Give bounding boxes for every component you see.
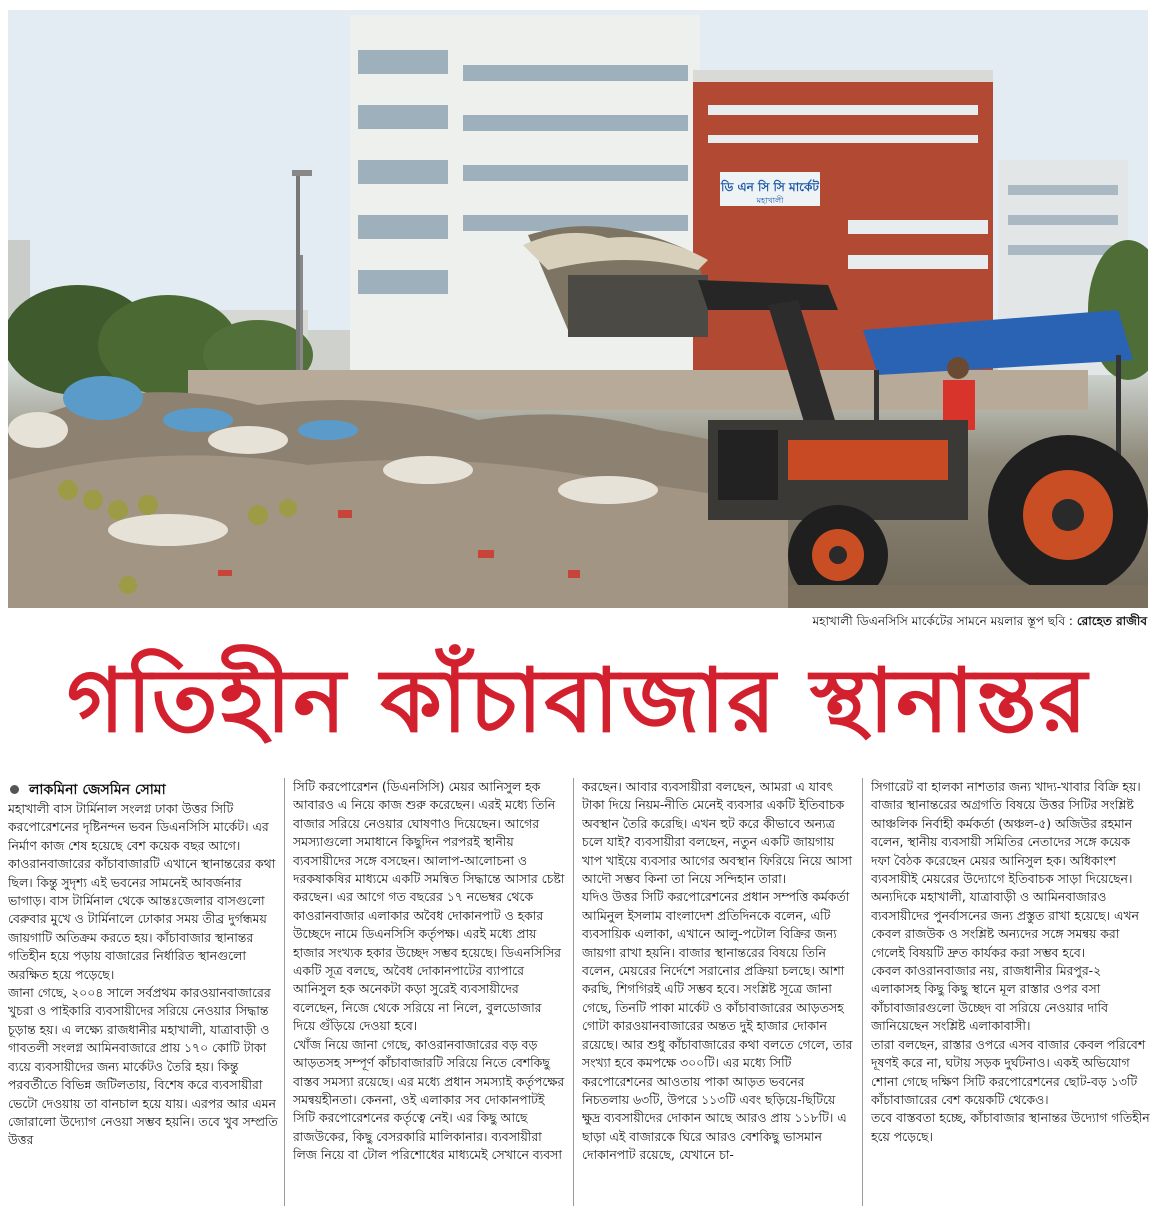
photo-caption: [812, 613, 1147, 633]
paragraph: করছেন। আবার ব্যবসায়ীরা বলছেন, আমরা এ যাবৎ টাকা দিয়ে নিয়ম-নীতি মেনেই ব্যবসার একটি ইতিবাচক অবস্থান তৈরি করেছি। এখন হুট করে কীভাবে অন্যত্র চলে যাই? ব্যবসায়ীরা বলছেন, নতুন একটি জায়গায় খাপ খাইয়ে ব্যবসার আগের অবস্থান ফিরিয়ে নিয়ে আসা আদৌ সম্ভব কিনা তা নিয়ে সন্দিহান তারা।: [582, 779, 853, 887]
byline: [8, 778, 278, 802]
paragraph: সিগারেট বা হালকা নাশতার জন্য খাদ্য-খাবার বিক্রি হয়। বাজার স্থানান্তরের অগ্রগতি বিষয়ে উত্তর সিটির সংশ্লিষ্ট আঞ্চলিক নির্বাহী কর্মকর্তা (অঞ্চল-৫) অজিউর রহমান বলেন, স্থানীয় ব্যবসায়ী সমিতির নেতাদের সঙ্গে কয়েক দফা বৈঠক করেছেন মেয়র আনিসুল হক। অধিকাংশ ব্যবসায়ীই মেয়রের উদ্যোগে ইতিবাচক সাড়া দিয়েছেন। অন্যদিকে মহাখালী, যাত্রাবাড়ী ও আমিনবাজারও ব্যবসায়ীদের পুনর্বাসনের জন্য প্রস্তুত রাখা হয়েছে। এখন কেবল রাজউক ও সংশ্লিষ্ট অন্যদের সঙ্গে সমন্বয় করা গেলেই বিষয়টি দ্রুত কার্যকর করা সম্ভব হবে।: [871, 779, 1141, 960]
article-column-1: [8, 800, 280, 1210]
column-divider: [284, 778, 285, 1206]
headline: গতিহীন কাঁচাবাজার স্থানান্তর: [66, 649, 1090, 752]
paragraph: সিটি করপোরেশন (ডিএনসিসি) মেয়র আনিসুল হক আবারও এ নিয়ে কাজ শুরু করেছেন। এরই মধ্যে তিনি বাজার সরিয়ে নেওয়ার ঘোষণাও দিয়েছেন। আগের সমস্যাগুলো সমাধানে কিছুদিন পরপরই স্থানীয় ব্যবসায়ীদের সঙ্গে বসছেন। আলাপ-আলোচনা ও দরকষাকষির মাধ্যমে একটি সমন্বিত সিদ্ধান্তে আসার চেষ্টা করছেন। এর আগে গত বছরের ১৭ নভেম্বর থেকে কাওরানবাজার এলাকার অবৈধ দোকানপাট ও হকার উচ্ছেদে নামে ডিএনসিসি কর্তৃপক্ষ। এরই মধ্যে প্রায় হাজার সংখ্যক হকার উচ্ছেদ সম্ভব হয়েছে। ডিএনসিসির একটি সূত্র বলছে, অবৈধ দোকানপাটের ব্যাপারে আনিসুল হক অনেকটা কড়া সুরেই ব্যবসায়ীদের বলেছেন, নিজে থেকে সরিয়ে না নিলে, বুলডোজার দিয়ে গুঁড়িয়ে দেওয়া হবে।: [293, 779, 565, 1034]
article-column-3: [582, 778, 854, 1210]
caption-text: মহাখালী ডিএনসিসি মার্কেটের সামনে ময়লার স্তূপ ছবি :: [812, 614, 1073, 628]
market-sign-sub: মহাখালী: [756, 196, 784, 205]
photo-illustration: [8, 10, 1148, 608]
article-column-4: [871, 778, 1151, 1210]
paragraph: জানা গেছে, ২০০৪ সালে সর্বপ্রথম কারওয়ানবাজারের খুচরা ও পাইকারি ব্যবসায়ীদের সরিয়ে নেওয়ার সিদ্ধান্ত চূড়ান্ত হয়। এ লক্ষ্যে রাজধানীর মহাখালী, যাত্রাবাড়ী ও গাবতলী সংলগ্ন আমিনবাজারে প্রায় ১৭০ কোটি টাকা ব্যয়ে ব্যবসায়ীদের জন্য মার্কেটও তৈরি হয়। কিন্তু পরবর্তীতে বিভিন্ন জটিলতায়, বিশেষ করে ব্যবসায়ীরা ভেটো দেওয়ায় তা বানচাল হয়ে যায়। এরপর আর এমন জোরালো উদ্যোগ নেওয়া সম্ভব হয়নি। তবে খুব সম্প্রতি উত্তর: [8, 985, 278, 1148]
paragraph: তারা বলছেন, রাস্তার ওপরে এসব বাজার কেবল পরিবেশ দূষণই করে না, ঘটায় সড়ক দুর্ঘটনাও। একই অভিযোগ শোনা গেছে দক্ষিণ সিটি করপোরেশনের ছোট-বড় ১৩টি কাঁচাবাজারের বেশ কয়েকটি থেকেও।: [871, 1036, 1146, 1107]
paragraph: খোঁজ নিয়ে জানা গেছে, কাওরানবাজারের বড় বড় আড়তসহ সম্পূর্ণ কাঁচাবাজারটি সরিয়ে নিতে বেশকিছু বাস্তব সমস্যা রয়েছে। এর মধ্যে প্রধান সমস্যাই কর্তৃপক্ষের সমন্বয়হীনতা। কেননা, ওই এলাকার সব দোকানপাটই সিটি করপোরেশনের কর্তৃত্বে নেই। এর কিছু আছে রাজউকের, কিছু বেসরকারি মালিকানার। ব্যবসায়ীরা লিজ নিয়ে বা টোল পরিশোধের মাধ্যমেই সেখানে ব্যবসা: [293, 1036, 565, 1163]
paragraph: কেবল কাওরানবাজার নয়, রাজধানীর মিরপুর-২ এলাকাসহ কিছু কিছু স্থানে মূল রাস্তার ওপর বসা কাঁচাবাজারগুলো উচ্ছেদ বা সরিয়ে নেওয়ার দাবি জানিয়েছেন সংশ্লিষ্ট এলাকাবাসী।: [871, 963, 1108, 1034]
paragraph: মহাখালী বাস টার্মিনাল সংলগ্ন ঢাকা উত্তর সিটি করপোরেশনের দৃষ্টিনন্দন ভবন ডিএনসিসি মার্কেট। এর নির্মাণ কাজ শেষ হয়েছে বেশ কয়েক বছর আগে। কাওরানবাজারের কাঁচাবাজারটি এখানে স্থানান্তরের কথা ছিল। কিন্তু সুদৃশ্য এই ভবনের সামনেই আবর্জনার ভাগাড়। বাস টার্মিনাল থেকে আন্তঃজেলার বাসগুলো বেরুবার মুখে ও টার্মিনালে ঢোকার সময় তীব্র দুর্গন্ধময় জায়গাটি অতিক্রম করতে হয়। কাঁচাবাজার স্থানান্তর গতিহীন হয়ে পড়ায় বাজারের নির্ধারিত স্থানগুলো অরক্ষিত হয়ে পড়েছে।: [8, 801, 276, 982]
news-photo: [8, 10, 1148, 608]
bullet-icon: [10, 785, 19, 794]
column-divider: [862, 778, 863, 1206]
photo-credit: রোহেত রাজীব: [1076, 614, 1147, 628]
paragraph: যদিও উত্তর সিটি করপোরেশনের প্রধান সম্পত্তি কর্মকর্তা আমিনুল ইসলাম বাংলাদেশ প্রতিদিনকে বলেন, এটি ব্যবসায়িক এলাকা, এখানে আলু-পটোল বিক্রির জন্য জায়গা রাখা হয়নি। বাজার স্থানান্তরের বিষয়ে তিনি বলেন, মেয়রের নির্দেশে সরানোর প্রক্রিয়া চলছে। আশা করছি, শিগগিরই এটি সম্ভব হবে। সংশ্লিষ্ট সূত্রে জানা গেছে, তিনটি পাকা মার্কেট ও কাঁচাবাজারের আড়তসহ গোটা কারওয়ানবাজারের অন্তত দুই হাজার দোকান রয়েছে। আর শুধু কাঁচাবাজারের কথা বলতে গেলে, তার সংখ্যা হবে কমপক্ষে ৩০০টি। এর মধ্যে সিটি করপোরেশনের আওতায় পাকা আড়ত ভবনের নিচতলায় ৬৩টি, উপরে ১১৩টি এবং ছড়িয়ে-ছিটিয়ে ক্ষুদ্র ব্যবসায়ীদের দোকান আছে আরও প্রায় ১১৮টি। এ ছাড়া এই বাজারকে ঘিরে আরও বেশকিছু ভাসমান দোকানপাট রয়েছে, যেখানে চা-: [582, 889, 853, 1163]
column-divider: [573, 778, 574, 1206]
article-column-2: [293, 778, 565, 1210]
market-sign: ডি এন সি সি মার্কেট: [721, 180, 819, 194]
paragraph: তবে বাস্তবতা হচ্ছে, কাঁচাবাজার স্থানান্তর উদ্যোগ গতিহীন হয়ে পড়েছে।: [871, 1110, 1150, 1144]
author-name: লাকমিনা জেসমিন সোমা: [29, 782, 166, 798]
